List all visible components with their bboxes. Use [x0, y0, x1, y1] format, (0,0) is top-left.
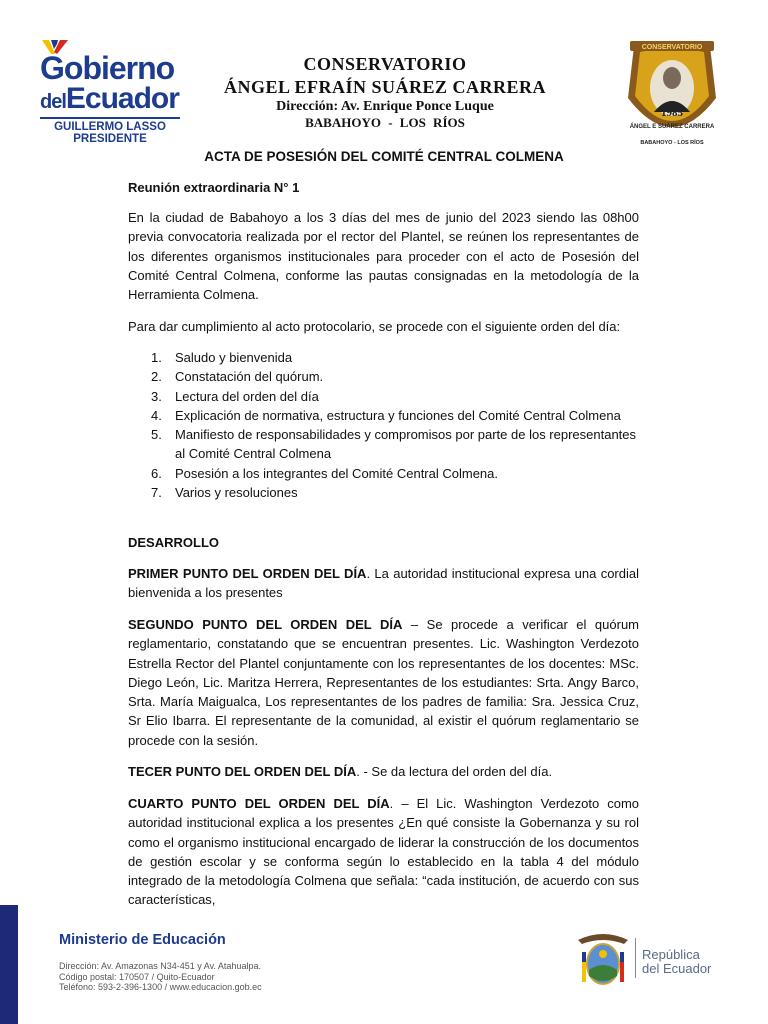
conservatorio-seal [624, 38, 720, 150]
institution-name-line2: ÁNGEL EFRAÍN SUÁREZ CARRERA [223, 77, 547, 97]
svg-text:1985: 1985 [661, 107, 683, 119]
gob-logo-line2: delEcuador [40, 82, 179, 115]
gob-logo-line3: GUILLERMO LASSO [54, 121, 166, 133]
intro-paragraph: En la ciudad de Babahoyo a los 3 días del mes de junio del 2023 siendo las 08h00 previa convocatoria realizada por el rector del Plantel, se reúnen los representantes de los diferentes organismos institucionales para proceder con el acto de Posesión del Comité Central Colmena, conforme las pautas consignadas en la metodología de la Herramienta Colmena. [128, 210, 639, 303]
list-item: 3. Lectura del orden del día [151, 388, 319, 404]
point-4-paragraph: CUARTO PUNTO DEL ORDEN DEL DÍA. – El Lic. Washington Verdezoto como autoridad institucional explica a los presentes ¿En qué consiste la Gobernanza y su rol como el organismo institucional encargado de liderar la construcción de los documentos de gestión escolar y se conforma según lo establecido en la tabla 4 del módulo integrado de la metodología Colmena que señala: “cada institución, de acuerdo con sus características, [128, 796, 639, 908]
footer-address-line: Dirección: Av. Amazonas N34-451 y Av. Atahualpa. [59, 961, 261, 971]
footer-separator [635, 938, 636, 978]
footer-address [59, 961, 262, 993]
footer-accent-bar [0, 905, 18, 1024]
republic-ecuador-label: República del Ecuador [642, 947, 712, 976]
list-item: 1. Saludo y bienvenida [151, 350, 293, 365]
point-3-paragraph: TECER PUNTO DEL ORDEN DEL DÍA. - Se da lectura del orden del día. [128, 764, 553, 779]
institution-name-line1: CONSERVATORIO [303, 54, 467, 74]
gob-logo-line4: PRESIDENTE [73, 132, 147, 145]
footer-postal-line: Código postal: 170507 / Quito-Ecuador [59, 971, 215, 982]
point-1-paragraph: PRIMER PUNTO DEL ORDEN DEL DÍA. La autoridad institucional expresa una cordial bienvenida a los presentes [128, 566, 639, 601]
svg-text:CONSERVATORIO: CONSERVATORIO [641, 44, 703, 51]
agenda-intro: Para dar cumplimiento al acto protocolario, se procede con el siguiente orden del día: [128, 319, 621, 334]
list-item: 6. Posesión a los integrantes del Comité Central Colmena. [151, 465, 499, 481]
gobierno-ecuador-logo [40, 38, 190, 145]
institution-city: BABAHOYO - LOS RÍOS [305, 115, 465, 130]
footer-phone-line: Teléfono: 593-2-396-1300 / www.educacion.gob.ec [59, 982, 262, 992]
svg-text:BABAHOYO - LOS RÍOS: BABAHOYO - LOS RÍOS [640, 140, 704, 146]
institution-address: Dirección: Av. Enrique Ponce Luque [276, 99, 494, 114]
list-item: 7. Varios y resoluciones [151, 485, 298, 501]
gob-logo-divider [40, 117, 180, 119]
development-heading: DESARROLLO [128, 535, 219, 550]
agenda-list [128, 348, 639, 502]
list-item: 2. Constatación del quórum. [151, 369, 324, 385]
meeting-heading: Reunión extraordinaria N° 1 [128, 180, 300, 195]
svg-text:ÁNGEL E SUÁREZ CARRERA: ÁNGEL E SUÁREZ CARRERA [629, 124, 715, 130]
gob-logo-line1: Gobierno [40, 50, 175, 86]
list-item: 4. Explicación de normativa, estructura y funciones del Comité Central Colmena [151, 407, 621, 423]
document-title: ACTA DE POSESIÓN DEL COMITÉ CENTRAL COLMENA [204, 149, 564, 164]
ministry-name: Ministerio de Educación [59, 932, 226, 948]
point-2-paragraph: SEGUNDO PUNTO DEL ORDEN DEL DÍA – Se procede a verificar el quórum reglamentario, constatando que se encuentran presentes. Lic. Washington Verdezoto Estrella Rector del Plantel conjuntamente con los representantes de los docentes: MSc. Diego León, Lic. Maritza Herrera, Representantes de los estudiantes: Srta. Angy Barco, Srta. María Maigualca, Los representantes de los padres de familia: Sra. Jessica Cruz, Sr Elio Ibarra. El representante de la comunidad, al existir el quórum reglamentario se procede con la sesión. [128, 617, 640, 748]
ecuador-coat-of-arms-icon [574, 930, 632, 992]
list-item: 5. Manifiesto de responsabilidades y compromisos por parte de los representantes al Comité Central Colmena [151, 427, 637, 462]
